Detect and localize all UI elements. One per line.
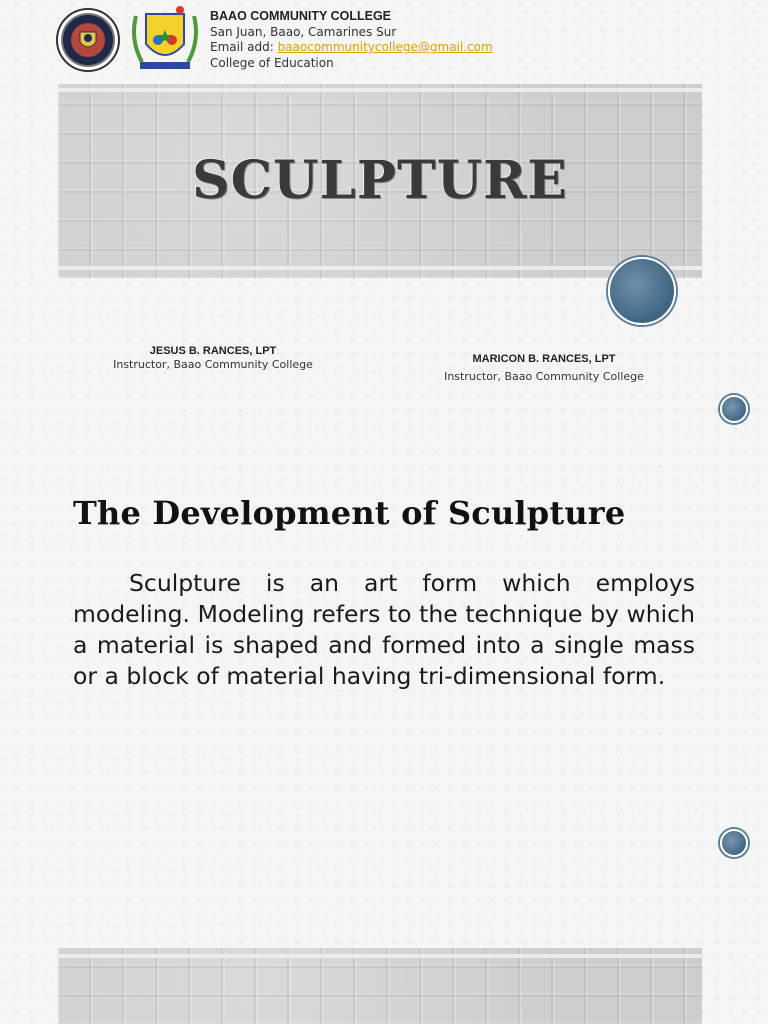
- institution-address: San Juan, Baao, Camarines Sur: [210, 24, 397, 39]
- slide-bullet-circle: [720, 395, 748, 423]
- slide-bullet-circle: [720, 829, 748, 857]
- slide-title: SCULPTURE: [192, 150, 568, 211]
- instructor-1: [112, 344, 314, 372]
- next-slide-banner: [58, 948, 702, 1024]
- email-link[interactable]: baaocommunitycollege@gmail.com: [277, 40, 493, 54]
- instructor-2: [430, 350, 658, 386]
- header-info: [210, 9, 493, 71]
- banner-stripe: [58, 88, 702, 92]
- baao-college-seal-logo: [56, 8, 120, 72]
- department-name: College of Education: [210, 55, 334, 70]
- institution-name: BAAO COMMUNITY COLLEGE: [210, 9, 392, 23]
- instructor-name: MARICON B. RANCES, LPT: [472, 353, 616, 365]
- email-label: Email add:: [210, 40, 278, 54]
- instructor-role: Instructor, Baao Community College: [113, 358, 313, 371]
- decorative-circle: [608, 257, 676, 325]
- banner-stripe: [58, 266, 702, 270]
- email-line: [210, 40, 493, 56]
- instructor-role: Instructor, Baao Community College: [444, 370, 644, 383]
- section-body: Sculpture is an art form which employs modeling. Modeling refers to the technique by which a material is shaped and formed into a single mass or a block of material having tri-dimensional form.: [73, 569, 695, 690]
- section-heading: The Development of Sculpture: [73, 494, 626, 532]
- instructor-name: JESUS B. RANCES, LPT: [149, 345, 277, 357]
- banner-stripe: [58, 954, 702, 958]
- college-of-education-logo: [128, 4, 202, 74]
